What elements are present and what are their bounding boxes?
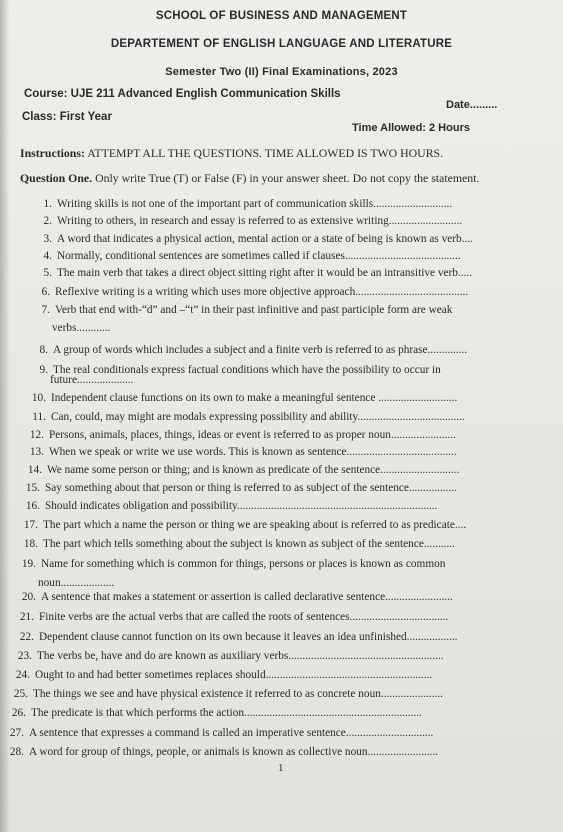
question-text: A word for group of things, people, or animals is known as collective noun......................... bbox=[29, 746, 439, 758]
question-item bbox=[32, 304, 452, 316]
question-number: 20. bbox=[21, 591, 36, 603]
question-text: The main verb that takes a direct object sitting right after it would be an intransitive verb..... bbox=[57, 267, 473, 279]
question-number: 11. bbox=[32, 411, 46, 423]
question-item bbox=[26, 429, 456, 441]
school-heading: SCHOOL OF BUSINESS AND MANAGEMENT bbox=[155, 10, 408, 22]
question-number: 23. bbox=[17, 650, 32, 662]
question-number: 27. bbox=[9, 727, 24, 739]
question-number: 22. bbox=[19, 631, 34, 643]
question-item bbox=[30, 344, 467, 356]
question-item bbox=[24, 464, 459, 476]
question-item-continuation: future.................... bbox=[50, 374, 134, 386]
question-item bbox=[16, 631, 458, 643]
question-text: The part which tells something about the subject is known as subject of the sentence........... bbox=[43, 538, 455, 550]
question-number: 7. bbox=[41, 304, 50, 316]
question-number: 18. bbox=[23, 538, 38, 550]
question-number: 17. bbox=[23, 519, 38, 531]
instructions-label: Instructions: bbox=[20, 146, 85, 160]
question-item bbox=[34, 198, 452, 210]
question-number: 19. bbox=[21, 558, 36, 570]
question-item bbox=[34, 215, 462, 227]
question-text: When we speak or write we use words. This is known as sentence....................................... bbox=[49, 446, 457, 458]
question-number: 5. bbox=[43, 267, 52, 279]
question-text: Finite verbs are the actual verbs that are called the roots of sentences................................... bbox=[39, 611, 449, 623]
question-number: 1. bbox=[43, 198, 52, 210]
question-item bbox=[22, 482, 457, 494]
question-text: We name some person or thing; and is known as predicate of the sentence............................ bbox=[47, 464, 460, 476]
course-label: Course: UJE 211 Advanced English Communication Skills bbox=[24, 88, 341, 100]
question-item bbox=[28, 411, 465, 423]
question-text: A sentence that makes a statement or assertion is called declarative sentence........................ bbox=[41, 591, 453, 603]
question-item bbox=[22, 500, 437, 512]
question-item bbox=[34, 250, 461, 262]
instructions bbox=[20, 146, 443, 161]
question-item bbox=[6, 727, 433, 739]
question-item bbox=[12, 669, 432, 681]
question-item-continuation: verbs............ bbox=[52, 322, 111, 334]
question-number: 8. bbox=[39, 344, 48, 356]
question-text: Independent clause functions on its own to make a meaningful sentence ............................ bbox=[51, 392, 458, 404]
question-item bbox=[18, 591, 453, 603]
instructions-text: ATTEMPT ALL THE QUESTIONS. TIME ALLOWED IS TWO HOURS. bbox=[87, 146, 444, 160]
question-item bbox=[20, 538, 455, 550]
question-item bbox=[16, 611, 448, 623]
question-item bbox=[14, 650, 444, 662]
question-item bbox=[18, 558, 445, 570]
page-number: 1 bbox=[278, 762, 284, 774]
question-text: Say something about that person or thing is referred to as subject of the sentence................. bbox=[45, 482, 457, 494]
question-text: Reflexive writing is a writing which uses more objective approach........................................ bbox=[55, 286, 469, 298]
question-text: The part which a name the person or thing we are speaking about is referred to as predicate.... bbox=[43, 519, 467, 531]
question-number: 10. bbox=[31, 392, 46, 404]
question-number: 26. bbox=[11, 707, 26, 719]
question-text: Normally, conditional sentences are sometimes called if clauses......................................... bbox=[57, 250, 461, 262]
question-number: 15. bbox=[25, 482, 40, 494]
question-number: 9. bbox=[39, 364, 48, 376]
question-number: 12. bbox=[29, 429, 44, 441]
question-number: 3. bbox=[43, 233, 52, 245]
question-text: The things we see and have physical existence it referred to as concrete noun...................... bbox=[33, 688, 443, 700]
question-number: 21. bbox=[19, 611, 34, 623]
question-text: Writing to others, in research and essay is referred to as extensive writing.......................... bbox=[57, 215, 463, 227]
question-item bbox=[34, 267, 472, 279]
question-item bbox=[8, 707, 422, 719]
question-text: A word that indicates a physical action, mental action or a state of being is known as verb.... bbox=[57, 233, 473, 245]
question-number: 25. bbox=[13, 688, 28, 700]
question-number: 16. bbox=[25, 500, 40, 512]
question-item bbox=[28, 392, 457, 404]
question-one-header bbox=[20, 171, 479, 186]
question-item-continuation: noun................... bbox=[38, 577, 115, 589]
question-number: 2. bbox=[43, 215, 52, 227]
question-text: Can, could, may might are modals expressing possibility and ability...................................... bbox=[51, 411, 465, 423]
date-field: Date......... bbox=[446, 99, 498, 111]
question-item bbox=[10, 688, 443, 700]
question-one-instruction: Only write True (T) or False (F) in your answer sheet. Do not copy the statement. bbox=[95, 171, 480, 185]
question-text: Verb that end with-“d” and –“t” in their past infinitive and past participle form are weak bbox=[55, 304, 453, 316]
question-number: 14. bbox=[27, 464, 42, 476]
question-text: The predicate is that which performs the action............................................................... bbox=[31, 707, 422, 719]
exam-heading: Semester Two (II) Final Examinations, 2023 bbox=[165, 66, 398, 78]
time-allowed: Time Allowed: 2 Hours bbox=[352, 122, 470, 134]
class-label: Class: First Year bbox=[22, 111, 112, 123]
question-item bbox=[34, 233, 473, 245]
question-text: The verbs be, have and do are known as auxiliary verbs....................................................... bbox=[37, 650, 444, 662]
question-text: Should indicates obligation and possibility....................................................................... bbox=[45, 500, 438, 512]
question-number: 13. bbox=[29, 446, 44, 458]
question-text: A group of words which includes a subject and a finite verb is referred to as phrase.............. bbox=[53, 344, 468, 356]
question-text: Writing skills is not one of the important part of communication skills............................ bbox=[57, 198, 453, 210]
question-number: 4. bbox=[43, 250, 52, 262]
question-text: Ought to and had better sometimes replaces should........................................................... bbox=[35, 669, 433, 681]
question-number: 28. bbox=[9, 746, 24, 758]
question-item bbox=[32, 286, 468, 298]
question-item bbox=[26, 446, 457, 458]
question-number: 24. bbox=[15, 669, 30, 681]
question-text: Persons, animals, places, things, ideas or event is referred to as proper noun....................... bbox=[49, 429, 456, 441]
question-number: 6. bbox=[41, 286, 50, 298]
question-text: A sentence that expresses a command is called an imperative sentence............................... bbox=[29, 727, 434, 739]
question-one-title: Question One. bbox=[20, 171, 93, 185]
question-text: Name for something which is common for things, persons or places is known as common bbox=[41, 558, 446, 570]
question-text: Dependent clause cannot function on its own because it leaves an idea unfinished.................. bbox=[39, 631, 458, 643]
question-text: The real conditionals express factual conditions which have the possibility to occur in bbox=[53, 364, 441, 376]
question-item bbox=[20, 519, 466, 531]
question-item bbox=[6, 746, 438, 758]
department-heading: DEPARTEMENT OF ENGLISH LANGUAGE AND LITERATURE bbox=[110, 38, 453, 50]
